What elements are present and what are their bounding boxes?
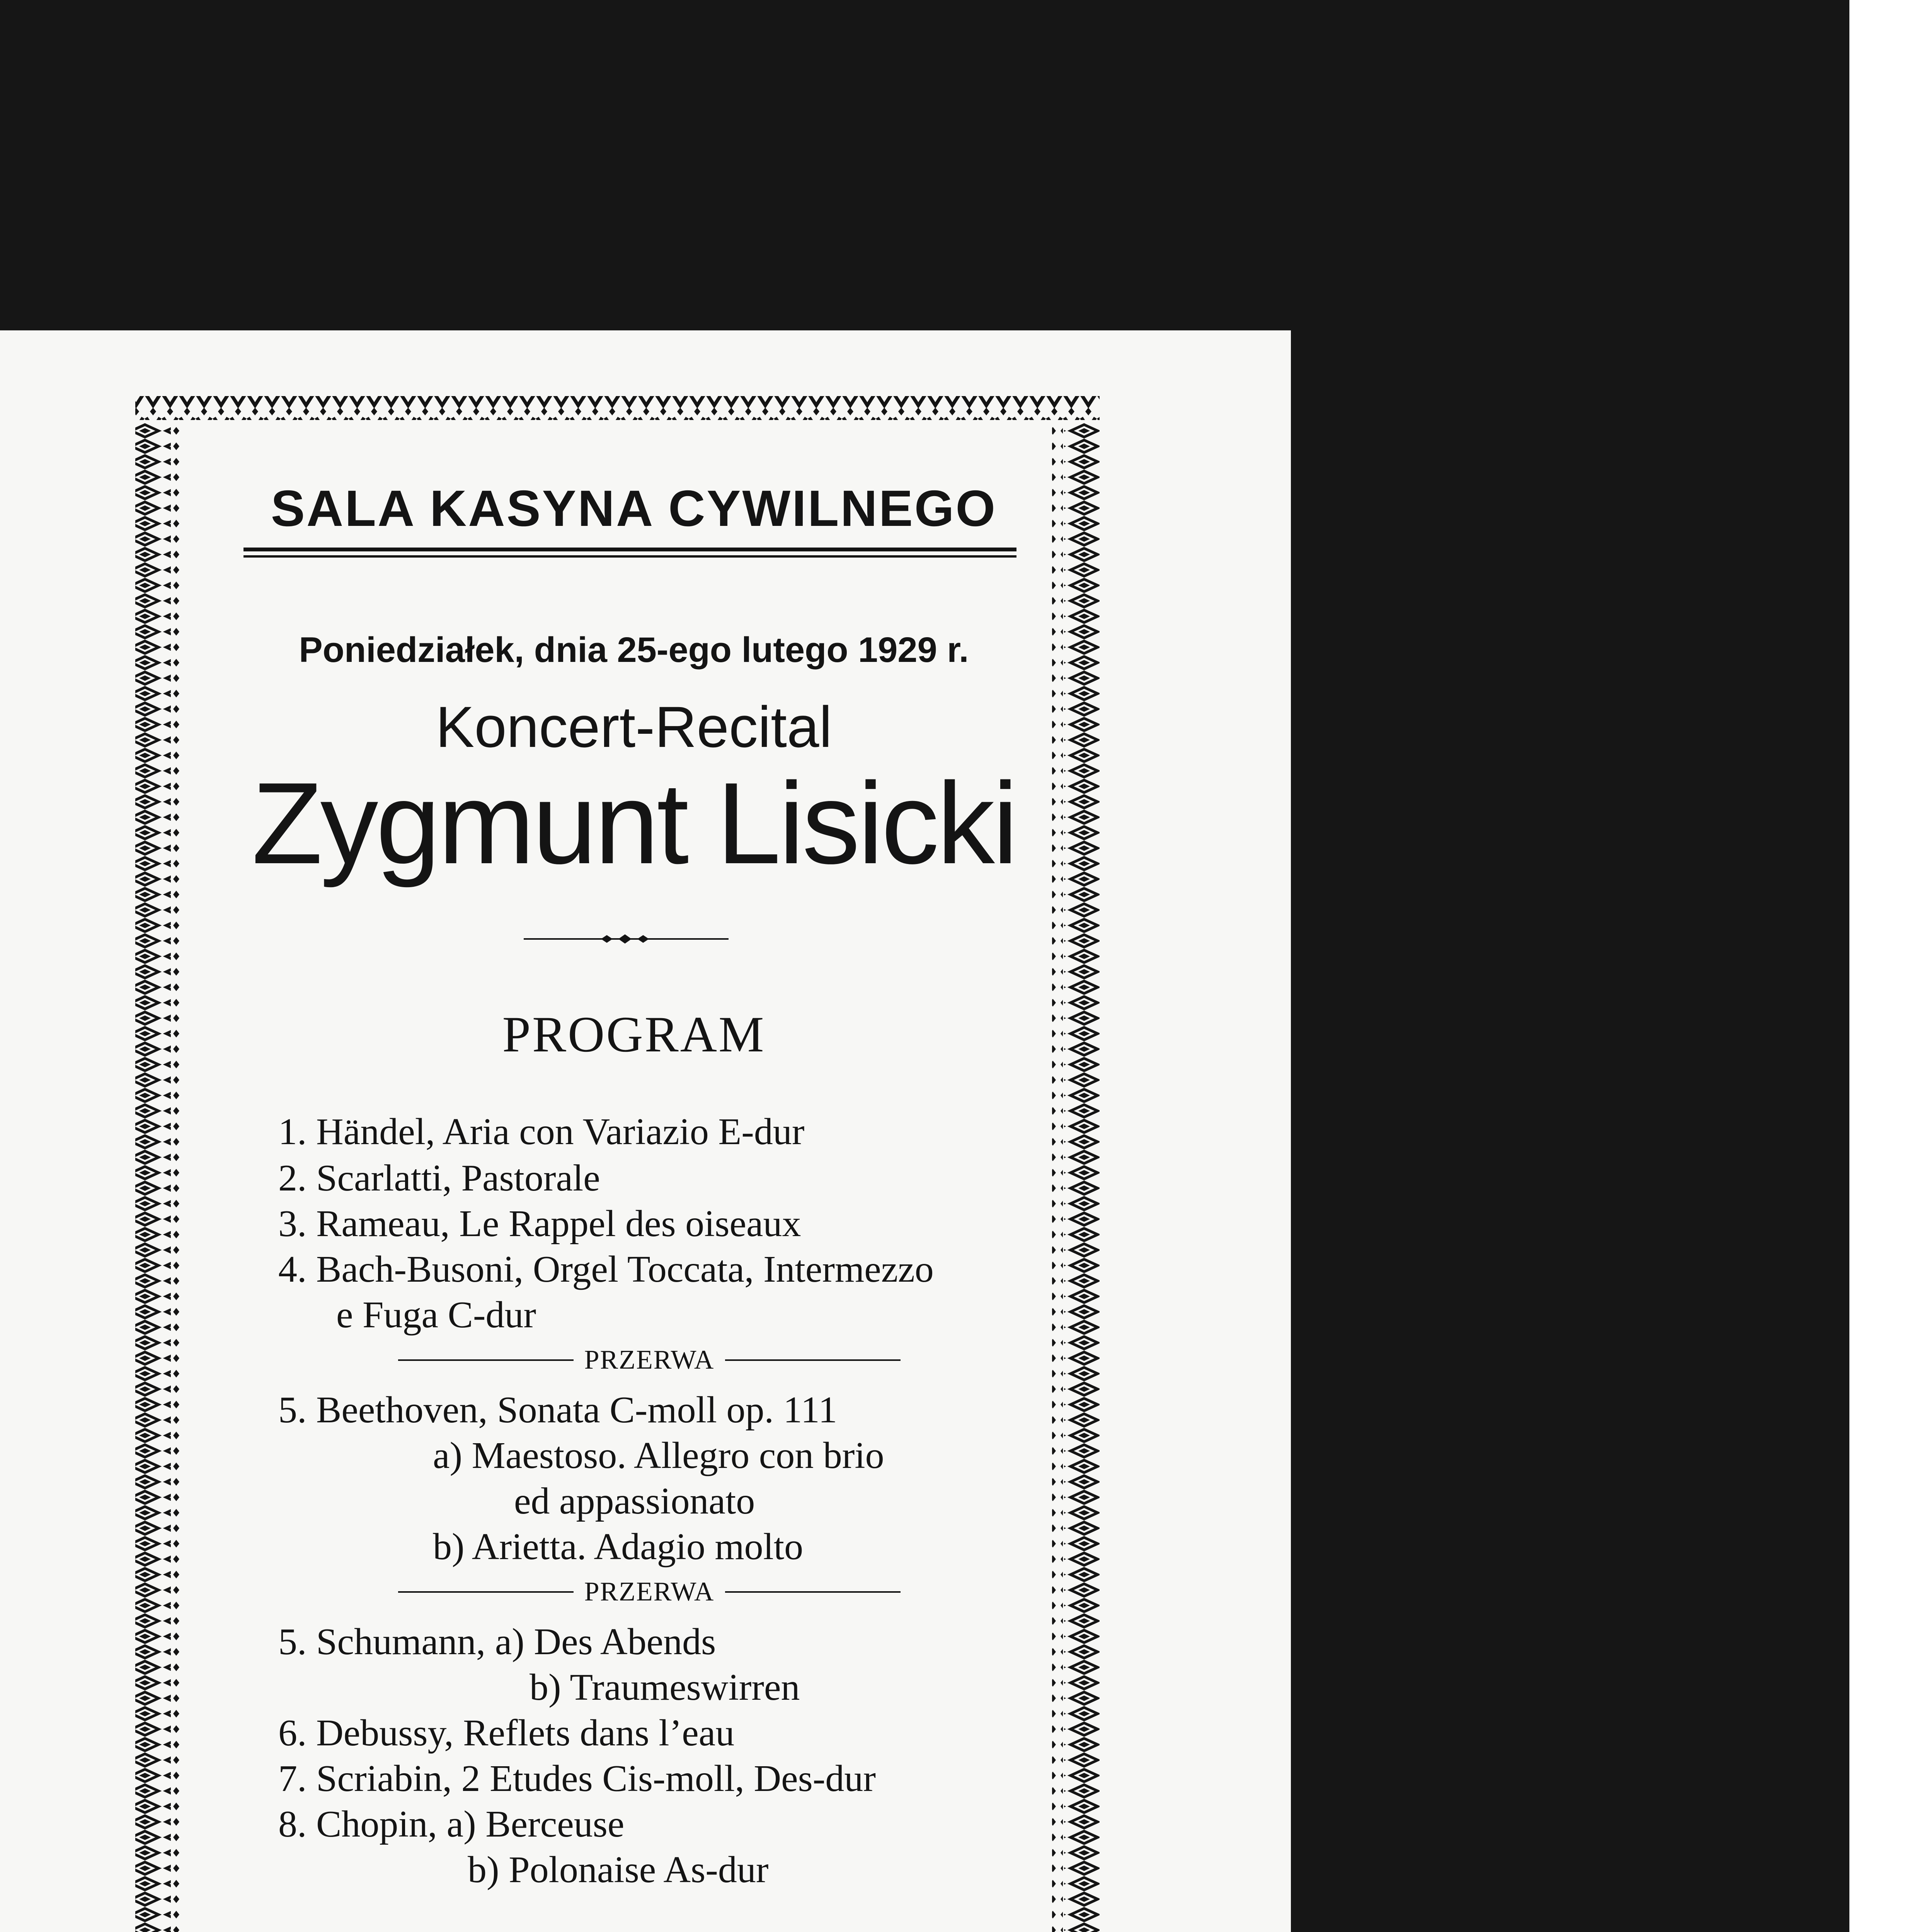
intermission-rule [725, 1591, 901, 1593]
program-item: 3. Rameau, Le Rappel des oiseaux [278, 1203, 801, 1245]
program-item-movement: b) Traumeswirren [529, 1667, 800, 1708]
ornamental-divider [524, 931, 729, 947]
intermission-label: PRZERWA [584, 1345, 715, 1375]
intermission-label: PRZERWA [584, 1577, 715, 1607]
intermission-rule [725, 1359, 901, 1361]
intermission-divider [398, 1347, 901, 1374]
intermission-rule [398, 1359, 574, 1361]
intermission-divider [398, 1578, 901, 1605]
program-heading: PROGRAM [502, 1006, 766, 1063]
double-rule-divider [243, 548, 1016, 558]
program-content [243, 456, 1024, 1932]
program-item: 2. Scarlatti, Pastorale [278, 1157, 600, 1199]
program-item: 8. Chopin, a) Berceuse [278, 1803, 625, 1845]
program-item: 1. Händel, Aria con Variazio E-dur [278, 1111, 805, 1153]
program-item-continuation: e Fuga C-dur [336, 1294, 536, 1336]
program-item: 7. Scriabin, 2 Etudes Cis-moll, Des-dur [278, 1758, 876, 1799]
program-item: 4. Bach-Busoni, Orgel Toccata, Intermezzo [278, 1248, 934, 1290]
artist-name: Zygmunt Lisicki [252, 758, 1016, 888]
program-item: 6. Debussy, Reflets dans l’eau [278, 1712, 735, 1754]
intermission-rule [398, 1591, 574, 1593]
venue-title: SALA KASYNA CYWILNEGO [271, 480, 997, 537]
program-item: 5. Beethoven, Sonata C-moll op. 111 [278, 1389, 838, 1431]
program-item: 5. Schumann, a) Des Abends [278, 1621, 716, 1663]
program-item-movement: b) Arietta. Adagio molto [433, 1526, 804, 1568]
event-type: Koncert-Recital [436, 694, 832, 759]
program-item-movement: ed appassionato [514, 1480, 755, 1522]
program-item-movement: a) Maestoso. Allegro con brio [433, 1435, 884, 1476]
concert-date: Poniedziałek, dnia 25-ego lutego 1929 r. [299, 630, 969, 670]
program-item-movement: b) Polonaise As-dur [468, 1849, 769, 1891]
